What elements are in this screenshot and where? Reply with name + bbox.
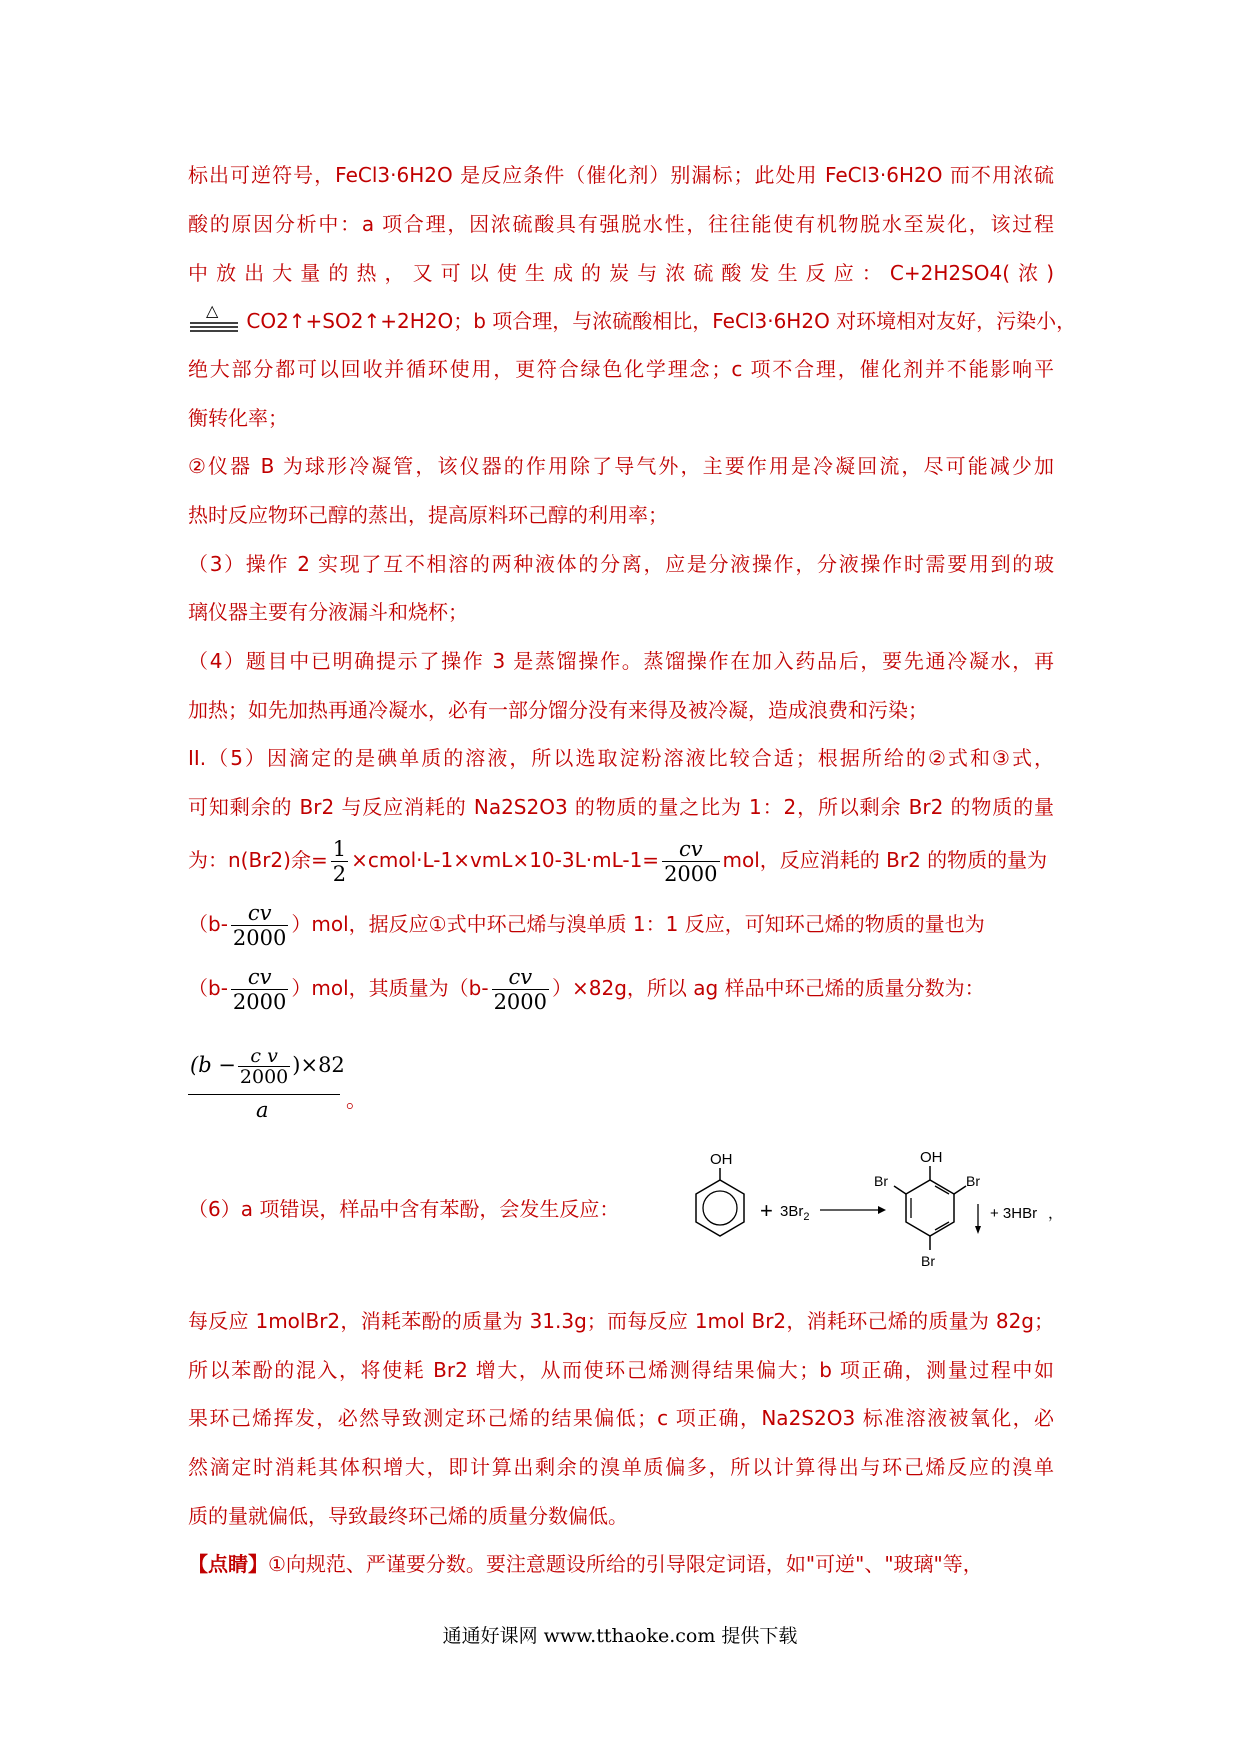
fraction-denominator: 2000 xyxy=(239,1066,289,1088)
bromine-subscript: 2 xyxy=(803,1211,810,1223)
formula-suffix: )×82 xyxy=(292,1053,345,1077)
text-line-8: 热时反应物环己醇的蒸出，提高原料环己醇的利用率； xyxy=(188,503,668,527)
fraction-cv-2000 xyxy=(662,837,719,886)
text-line-9: （3）操作 2 实现了互不相溶的两种液体的分离，应是分液操作，分液操作时需要用到的玻 xyxy=(188,552,1054,576)
text-line-12: 加热；如先加热再通冷凝水，必有一部分馏分没有来得及被冷凝，造成浪费和污染； xyxy=(188,698,928,722)
bromine-label: 3Br xyxy=(780,1203,804,1220)
fraction-cv-2000 xyxy=(231,965,288,1014)
fraction-denominator: 2000 xyxy=(232,990,287,1014)
text-line-3: 中放出大量的热，又可以使生成的炭与浓硫酸发生反应：C+2H2SO4(浓) xyxy=(188,261,1054,285)
bromo-label-right: Br xyxy=(966,1173,980,1189)
inner-fraction xyxy=(238,1046,290,1087)
comma: ， xyxy=(1048,1205,1064,1222)
tip-tag: 【点睛】 xyxy=(188,1552,268,1576)
fraction-numerator: 1 xyxy=(332,837,347,861)
reaction-arrow xyxy=(820,1206,886,1214)
q6-text: （6）a 项错误，样品中含有苯酚，会发生反应： xyxy=(188,1197,620,1221)
text-line-6: 衡转化率； xyxy=(188,406,288,430)
phenol-structure xyxy=(696,1151,744,1236)
text-line-14: 可知剩余的 Br2 与反应消耗的 Na2S2O3 的物质的量之比为 1：2，所以剩余 Br2 的物质的量 xyxy=(188,795,1054,819)
text-line-15 xyxy=(188,832,1054,888)
page-footer: 通通好课网 www.tthaoke.com 提供下载 xyxy=(442,1625,798,1647)
text-line-5: 绝大部分都可以回收并循环使用，更符合绿色化学理念；c 项不合理，催化剂并不能影响平 xyxy=(188,357,1054,381)
text-line-16 xyxy=(188,896,1054,952)
period: 。 xyxy=(346,1088,367,1112)
precipitate-arrow-icon xyxy=(975,1204,981,1234)
fraction-numerator: cv xyxy=(678,837,703,861)
text-line-17-mid: ）mol，其质量为（b- xyxy=(291,976,489,1000)
text-line-2: 酸的原因分析中：a 项合理，因浓硫酸具有强脱水性，往往能使有机物脱水至炭化，该过程 xyxy=(188,212,1054,236)
text-line-17 xyxy=(188,960,1054,1016)
text-line-1: 标出可逆符号，FeCl3·6H2O 是反应条件（催化剂）别漏标；此处用 FeCl3·6H2O 而不用浓硫 xyxy=(188,163,1054,187)
tribromophenol-structure xyxy=(874,1149,980,1269)
hydroxyl-label: OH xyxy=(710,1151,733,1168)
tail-line-6 xyxy=(188,1549,1054,1579)
tip-text: ①向规范、严谨要分数。要注意题设所给的引导限定词语，如"可逆"、"玻璃"等， xyxy=(268,1552,983,1576)
heat-triangle: △ xyxy=(206,300,219,320)
fraction-one-half xyxy=(331,837,348,886)
text-line-17-tail: ）×82g，所以 ag 样品中环己烯的质量分数为： xyxy=(552,976,985,1000)
fraction-denominator-a: a xyxy=(256,1098,269,1122)
text-line-16-tail: ）mol，据反应①式中环己烯与溴单质 1：1 反应，可知环己烯的物质的量也为 xyxy=(291,912,985,936)
tail-line-3: 果环己烯挥发，必然导致测定环己烯的结果偏低；c 项正确，Na2S2O3 标准溶液被氧化，必 xyxy=(188,1406,1054,1430)
equals-arrow-icon xyxy=(188,309,240,337)
fraction-denominator: 2000 xyxy=(664,862,718,886)
text-line-4-content: CO2↑+SO2↑+2H2O；b 项合理，与浓硫酸相比，FeCl3·6H2O 对环境相对友好，污染小， xyxy=(246,309,1077,333)
heating-condition-symbol xyxy=(188,300,240,337)
mass-fraction-formula xyxy=(188,1040,367,1122)
phenol-bromination-equation xyxy=(660,1148,1064,1278)
fraction-numerator: cv xyxy=(508,965,533,989)
plus-sign: + xyxy=(760,1198,773,1223)
bromine-reagent xyxy=(780,1203,809,1223)
fraction-numerator: cv xyxy=(247,965,272,989)
fraction-denominator: 2000 xyxy=(493,990,548,1014)
fraction-cv-2000 xyxy=(492,965,549,1014)
text-line-11: （4）题目中已明确提示了操作 3 是蒸馏操作。蒸馏操作在加入药品后，要先通冷凝水，再 xyxy=(188,649,1054,673)
fraction-bar xyxy=(188,1094,340,1095)
tail-line-2: 所以苯酚的混入，将使耗 Br2 增大，从而使环己烯测得结果偏大；b 项正确，测量过程中如 xyxy=(188,1358,1054,1382)
hbr-product: + 3HBr xyxy=(990,1205,1038,1222)
text-line-4 xyxy=(188,300,1077,337)
bromo-label-left: Br xyxy=(874,1173,888,1189)
fraction-cv-2000 xyxy=(231,901,288,950)
text-line-7: ②仪器 B 为球形冷凝管，该仪器的作用除了导气外，主要作用是冷凝回流，尽可能减少加 xyxy=(188,454,1054,478)
bromo-label-bottom: Br xyxy=(921,1253,935,1269)
n-br2-remaining-label: 为：n(Br2)余= xyxy=(188,848,328,872)
text-line-13: II.（5）因滴定的是碘单质的溶液，所以选取淀粉溶液比较合适；根据所给的②式和③式， xyxy=(188,746,1054,770)
fraction-numerator: c v xyxy=(250,1045,278,1067)
text-line-10: 璃仪器主要有分液漏斗和烧杯； xyxy=(188,600,468,624)
calc-expression: ×cmol·L-1×vmL×10-3L·mL-1= xyxy=(351,848,660,872)
text-line-17-head: （b- xyxy=(188,976,228,1000)
fraction-numerator: cv xyxy=(247,901,272,925)
tail-line-4: 然滴定时消耗其体积增大，即计算出剩余的溴单质偏多，所以计算得出与环己烯反应的溴单 xyxy=(188,1455,1054,1479)
text-line-15-tail: mol，反应消耗的 Br2 的物质的量为 xyxy=(722,848,1048,872)
tail-line-5: 质的量就偏低，导致最终环己烯的质量分数偏低。 xyxy=(188,1504,628,1528)
tail-line-1: 每反应 1molBr2，消耗苯酚的质量为 31.3g；而每反应 1mol Br2，消耗环己烯的质量为 82g； xyxy=(188,1309,1054,1333)
hydroxyl-label: OH xyxy=(920,1149,943,1166)
formula-prefix: (b − xyxy=(190,1053,236,1077)
text-line-16-head: （b- xyxy=(188,912,228,936)
fraction-denominator: 2000 xyxy=(232,926,287,950)
fraction-denominator: 2 xyxy=(332,862,347,886)
